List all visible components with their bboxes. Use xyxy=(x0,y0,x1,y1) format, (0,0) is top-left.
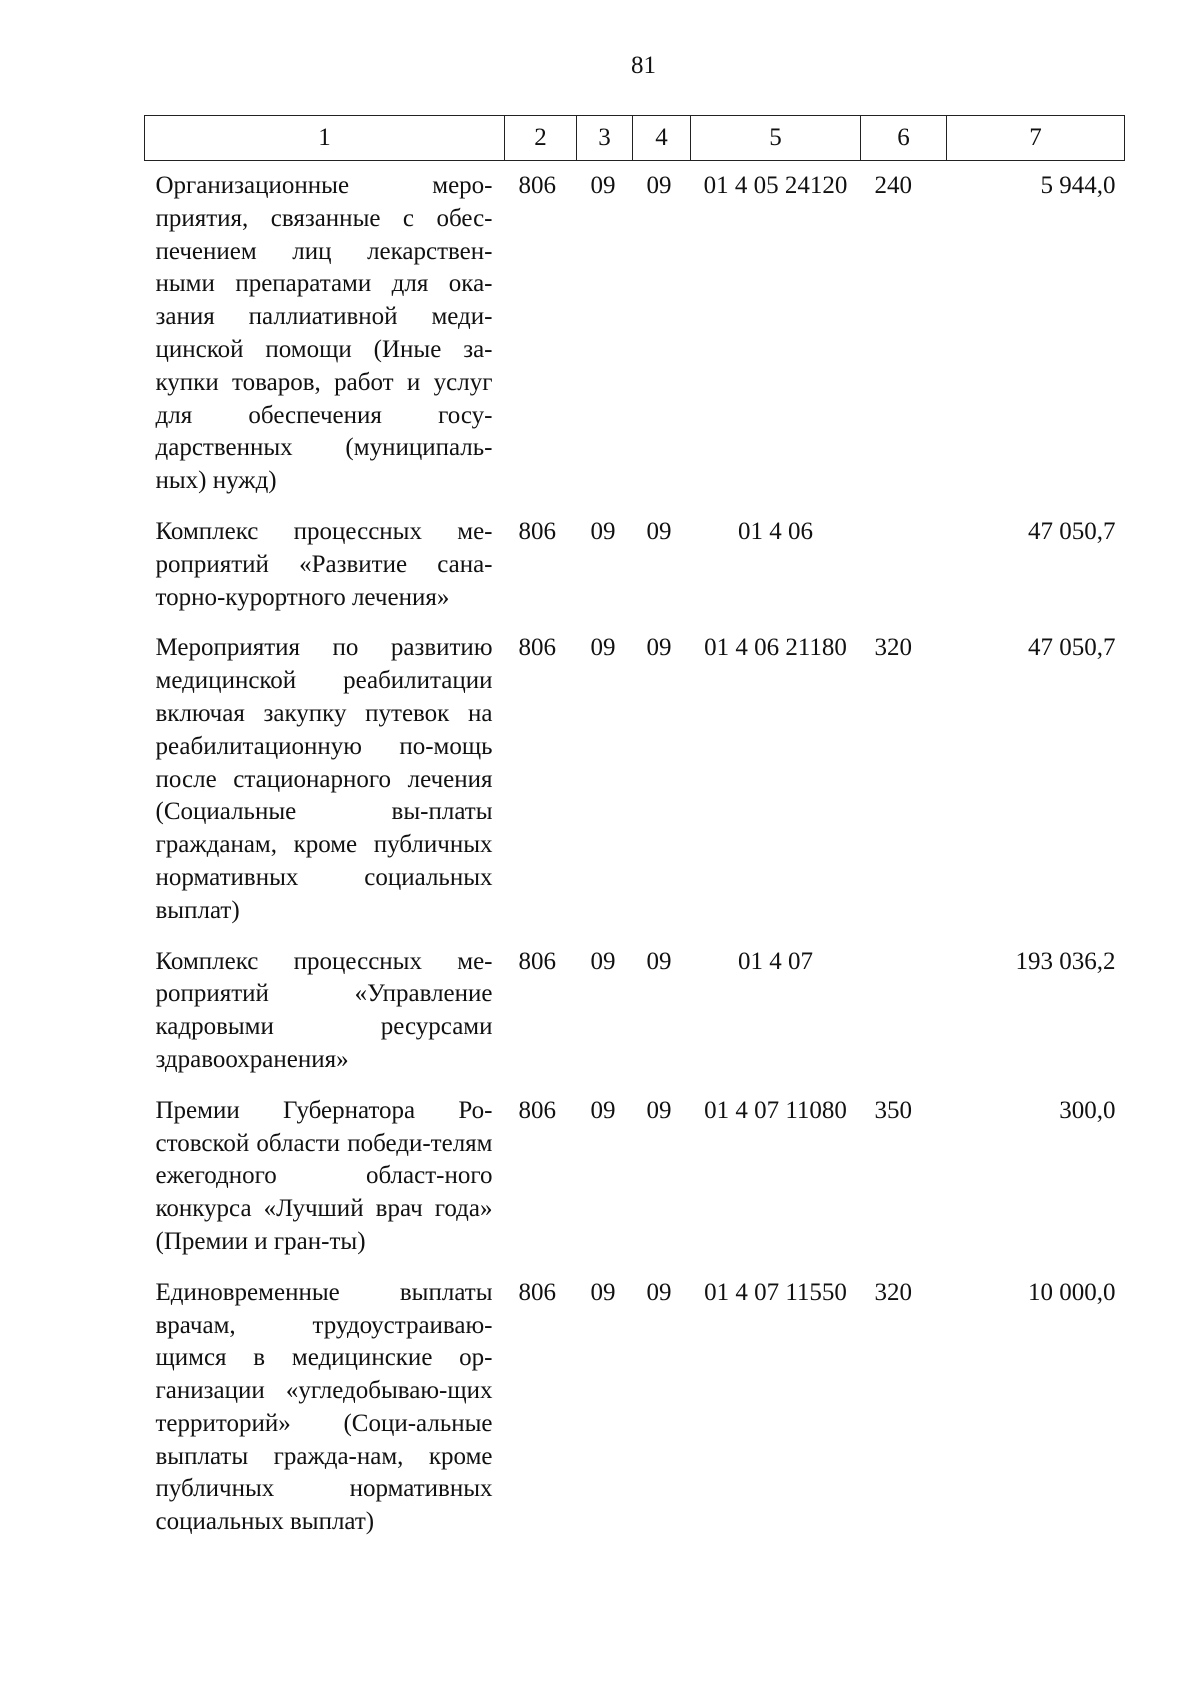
page-number: 81 xyxy=(631,52,656,79)
cell-code-5: 01 4 07 xyxy=(738,947,813,975)
table-row xyxy=(145,161,1125,507)
cell-code-6: 320 xyxy=(874,634,912,662)
cell-code-5: 01 4 05 24120 xyxy=(703,172,848,199)
column-header-2: 2 xyxy=(505,116,577,161)
cell-code-6: 320 xyxy=(874,1278,912,1306)
header-row xyxy=(145,116,1125,161)
cell-sum: 10 000,0 xyxy=(1028,1278,1116,1306)
row-name: Мероприятия по развитию медицинской реабилитации включая закупку путевок на реабилитационную по-мощь после стационарного лечения (Социальные вы-платы гражданам, кроме публичных нормативных социальных выплат) xyxy=(155,634,493,924)
row-name: Организационные меро-приятия, связанные с обес-печением лиц лекарствен-ными препаратами для ока-зания паллиативной меди-цинской помощи (Иные за-купки товаров, работ и услуг для обеспечения госу-дарственных (муниципаль-ных) нужд) xyxy=(155,172,493,495)
table-row xyxy=(145,1268,1125,1548)
cell-code-4: 09 xyxy=(646,172,672,199)
column-header-7: 7 xyxy=(947,116,1125,161)
cell-code-4: 09 xyxy=(646,517,672,545)
table-row xyxy=(145,623,1125,936)
column-header-5: 5 xyxy=(691,116,861,161)
cell-code-4: 09 xyxy=(646,947,672,975)
cell-code-2: 806 xyxy=(518,1278,556,1306)
column-header-4: 4 xyxy=(633,116,691,161)
cell-code-3: 09 xyxy=(590,1278,616,1306)
cell-sum: 193 036,2 xyxy=(1015,947,1116,975)
column-header-1: 1 xyxy=(145,116,505,161)
cell-sum: 47 050,7 xyxy=(1028,517,1116,545)
cell-code-5: 01 4 06 xyxy=(738,517,813,545)
cell-code-4: 09 xyxy=(646,1278,672,1306)
table-row xyxy=(145,507,1125,623)
column-header-3: 3 xyxy=(577,116,633,161)
row-name: Премии Губернатора Ро-стовской области победи-телям ежегодного област-ного конкурса «Лучший врач года» (Премии и гран-ты) xyxy=(155,1096,493,1255)
cell-code-3: 09 xyxy=(590,1096,616,1124)
cell-code-6 xyxy=(861,937,947,1086)
cell-code-6: 240 xyxy=(874,172,912,199)
cell-code-4: 09 xyxy=(646,1096,672,1124)
cell-code-3: 09 xyxy=(590,517,616,545)
cell-code-2: 806 xyxy=(518,517,556,545)
cell-sum: 5 944,0 xyxy=(1040,172,1116,199)
cell-code-5: 01 4 06 21180 xyxy=(704,634,847,662)
cell-code-3: 09 xyxy=(590,634,616,662)
column-header-6: 6 xyxy=(861,116,947,161)
cell-code-5: 01 4 07 11080 xyxy=(704,1096,847,1124)
cell-code-3: 09 xyxy=(590,947,616,975)
row-name: Единовременные выплаты врачам, трудоустраиваю-щимся в медицинские ор-ганизации «угледобываю-щих территорий» (Соци-альные выплаты гражда-нам, кроме публичных нормативных социальных выплат) xyxy=(155,1278,493,1536)
cell-code-5: 01 4 07 11550 xyxy=(704,1278,847,1306)
cell-code-2: 806 xyxy=(518,1096,556,1124)
cell-code-2: 806 xyxy=(518,634,556,662)
cell-code-4: 09 xyxy=(646,634,672,662)
cell-code-6 xyxy=(861,507,947,623)
cell-code-6: 350 xyxy=(874,1096,912,1124)
budget-table xyxy=(144,115,1125,1548)
row-name: Комплекс процессных ме-роприятий «Развитие сана-торно-курортного лечения» xyxy=(155,517,493,611)
cell-sum: 300,0 xyxy=(1059,1096,1116,1124)
row-name: Комплекс процессных ме-роприятий «Управление кадровыми ресурсами здравоохранения» xyxy=(155,947,493,1073)
cell-code-3: 09 xyxy=(590,172,616,199)
cell-sum: 47 050,7 xyxy=(1028,634,1116,662)
cell-code-2: 806 xyxy=(518,947,556,975)
table-row xyxy=(145,1086,1125,1268)
cell-code-2: 806 xyxy=(518,172,556,199)
table-row xyxy=(145,937,1125,1086)
